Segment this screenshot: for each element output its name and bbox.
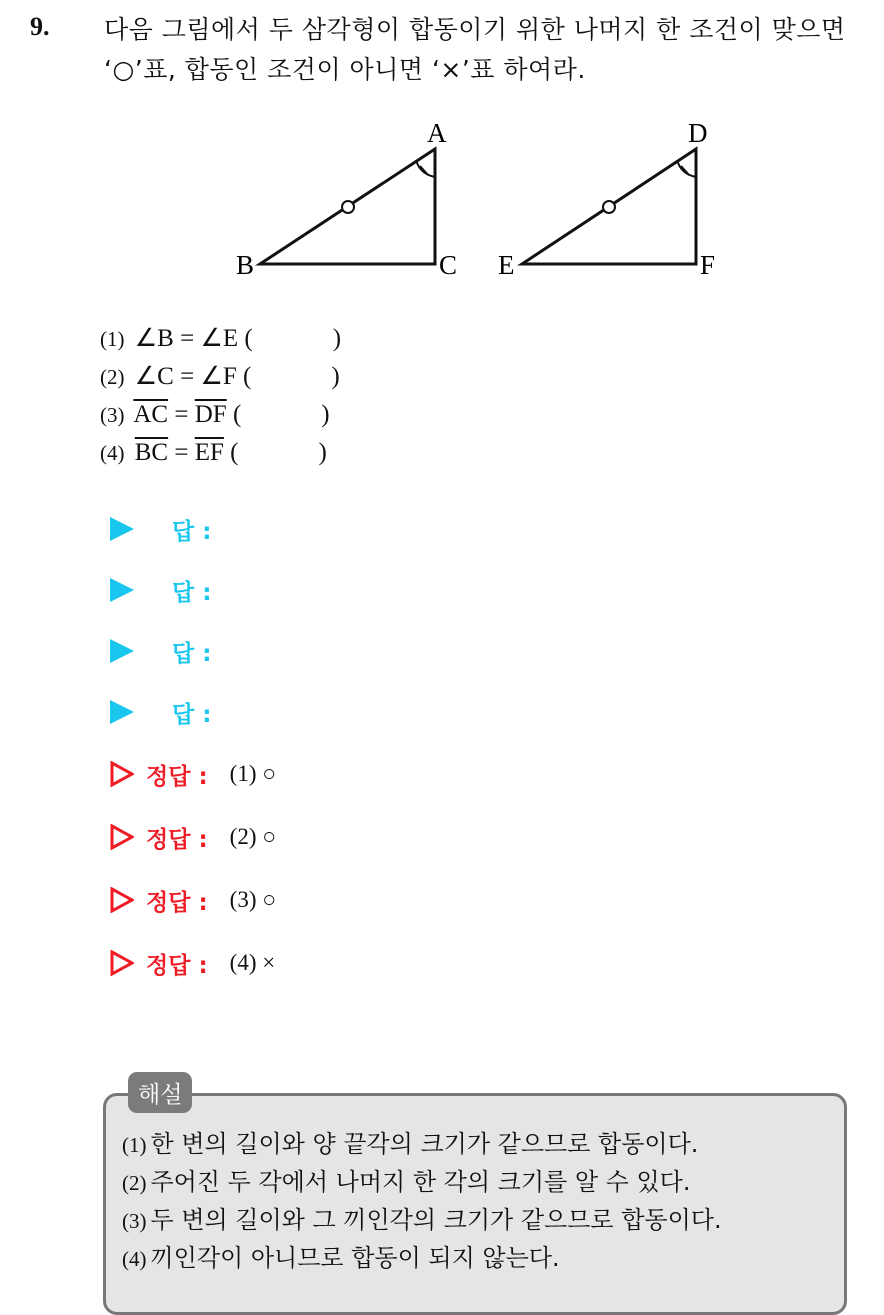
solution-number: (2) [229,824,257,849]
answer-label: 답 : [172,640,212,667]
explanation-number: (4) [122,1247,147,1271]
option-left: $\overline{BC}$ [134,439,169,466]
answer-label: 답 : [172,701,212,728]
outline-arrow-icon [110,950,134,976]
option-number: (4) [100,441,125,465]
solution-text [230,824,276,850]
solution-text [230,761,276,787]
side-de-mark [603,201,615,213]
play-arrow-icon [110,578,134,602]
question-text [104,10,874,90]
answer-row-2[interactable] [110,572,211,608]
solution-label: 정답 : [146,763,208,790]
option-right: ∠F [200,363,237,390]
option-1 [100,320,341,358]
solution-row-3 [110,881,276,919]
solution-mark: ○ [262,824,277,849]
outline-arrow-icon [110,824,134,850]
label-a: A [427,118,447,148]
explanation-line-4 [122,1240,722,1278]
explanation-lines [122,1126,722,1278]
solution-text [230,887,276,913]
option-equals: = [174,401,189,428]
option-4 [100,434,341,472]
solution-label: 정답 : [146,826,208,853]
explanation-text: 한 변의 길이와 양 끝각의 크기가 같으므로 합동이다. [150,1130,699,1158]
outline-arrow-icon [110,887,134,913]
triangle-abc [236,118,457,280]
solution-mark: ○ [262,761,277,786]
play-arrow-icon [110,517,134,541]
explanation-text: 두 변의 길이와 그 끼인각의 크기가 같으므로 합동이다. [150,1206,722,1234]
option-number: (1) [100,327,125,351]
answer-row-3[interactable] [110,633,211,669]
explanation-line-3 [122,1202,722,1240]
option-equals: = [180,363,195,390]
solution-number: (3) [229,887,257,912]
answer-label: 답 : [172,518,212,545]
explanation-number: (2) [122,1171,147,1195]
explanation-line-1 [122,1126,722,1164]
question-line-2: ‘○’표, 합동인 조건이 아니면 ‘×’표 하여라. [104,55,586,84]
solution-mark: × [262,950,276,975]
triangles-figure [230,112,750,292]
play-arrow-icon [110,639,134,663]
triangle-def [498,118,715,280]
answer-blank-close: ) [321,401,330,428]
label-c: C [439,250,458,280]
option-2 [100,358,341,396]
angle-d-arc [677,160,696,177]
answer-row-1[interactable] [110,511,211,547]
option-number: (3) [100,403,125,427]
play-arrow-icon [110,700,134,724]
option-left: ∠C [134,363,174,390]
solution-label: 정답 : [146,952,208,979]
explanation-text: 주어진 두 각에서 나머지 한 각의 크기를 알 수 있다. [150,1168,691,1196]
question-line-1: 다음 그림에서 두 삼각형이 합동이기 위한 나머지 한 조건이 맞으면 [104,15,846,44]
solution-label: 정답 : [146,889,208,916]
explanation-line-2 [122,1164,722,1202]
explanation-number: (3) [122,1209,147,1233]
label-e: E [498,250,515,280]
option-equals: = [180,325,195,352]
solution-text [230,950,276,976]
option-left: ∠B [134,325,174,352]
solution-mark: ○ [262,887,277,912]
option-left: $\overline{AC}$ [133,401,169,428]
answer-row-4[interactable] [110,694,211,730]
option-right: $\overline{EF}$ [194,439,224,466]
option-right: ∠E [200,325,239,352]
answer-blank-open: ( [244,325,253,352]
label-d: D [688,118,708,148]
answer-blank-open: ( [230,439,239,466]
solution-number: (4) [229,950,257,975]
answer-blank-close: ) [318,439,327,466]
solution-number: (1) [229,761,257,786]
solution-row-1 [110,755,276,793]
option-3 [100,396,341,434]
outline-arrow-icon [110,761,134,787]
answer-label: 답 : [172,579,212,606]
option-number: (2) [100,365,125,389]
side-ab-mark [342,201,354,213]
label-f: F [700,250,716,280]
angle-a-arc [416,160,435,177]
answer-blank-close: ) [331,363,340,390]
answer-blank-open: ( [243,363,252,390]
explanation-title: 해설 [128,1072,192,1113]
solution-row-2 [110,818,276,856]
label-b: B [236,250,255,280]
option-right: $\overline{DF}$ [194,401,227,428]
question-number: 9. [30,12,50,41]
explanation-number: (1) [122,1133,147,1157]
solution-row-4 [110,944,275,982]
option-equals: = [174,439,189,466]
options-list [100,320,341,472]
explanation-text: 끼인각이 아니므로 합동이 되지 않는다. [150,1244,560,1272]
answer-blank-open: ( [232,401,242,428]
answer-blank-close: ) [332,325,342,352]
